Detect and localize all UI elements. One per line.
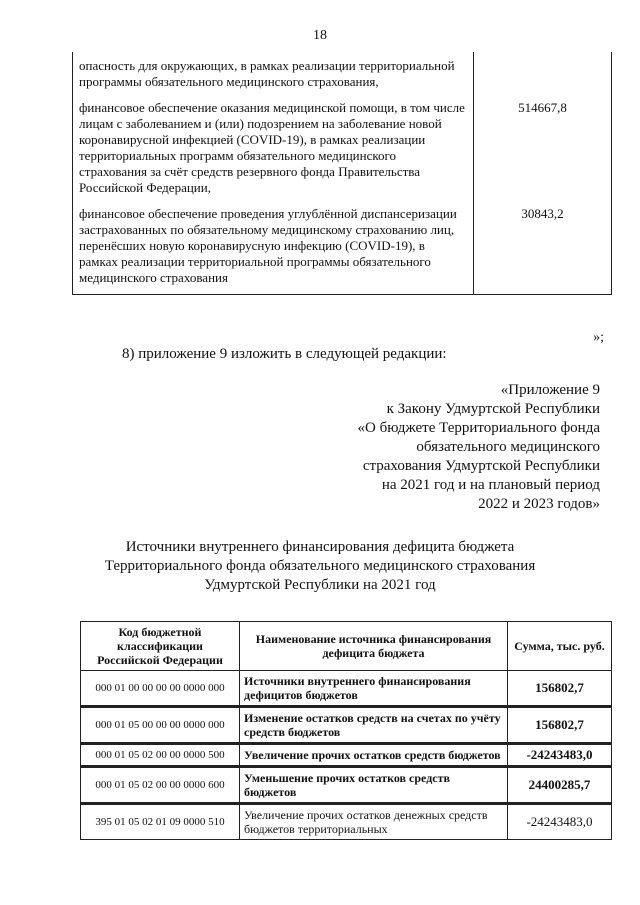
row-code: 000 01 05 00 00 00 0000 000 (81, 707, 240, 744)
row-name: Увеличение прочих остатков средств бюджетов (240, 744, 508, 767)
table-row (81, 804, 612, 840)
row-sum: 24400285,7 (508, 767, 612, 804)
sources-table (80, 621, 612, 840)
continuation-table (72, 52, 612, 295)
row-sum: 156802,7 (508, 671, 612, 707)
row-code: 000 01 05 02 00 00 0000 500 (81, 744, 240, 767)
row-name: Уменьшение прочих остатков средств бюджетов (240, 767, 508, 804)
row-name: Увеличение прочих остатков денежных средств бюджетов территориальных (240, 804, 508, 840)
table-row (81, 744, 612, 767)
row-amount (474, 52, 612, 90)
table-row (81, 767, 612, 804)
header-sum: Сумма, тыс. руб. (508, 622, 612, 671)
closing-quote: »; (593, 330, 604, 345)
appendix-line: обязательного медицинского (416, 439, 600, 455)
amendment-instruction: 8) приложение 9 изложить в следующей редакции: (122, 346, 447, 362)
header-code: Код бюджетной классификации Российской Федерации (81, 622, 240, 671)
appendix-header (358, 381, 600, 514)
title-line: Источники внутреннего финансирования дефицита бюджета (125, 539, 515, 555)
row-code: 395 01 05 02 01 09 0000 510 (81, 804, 240, 840)
table-row (73, 52, 612, 90)
row-sum: 156802,7 (508, 707, 612, 744)
appendix-line: «Приложение 9 (500, 382, 600, 398)
appendix-line: на 2021 год и на плановый период (381, 477, 600, 493)
table-row (73, 196, 612, 295)
appendix-line: 2022 и 2023 годов» (478, 496, 600, 512)
row-sum: -24243483,0 (508, 804, 612, 840)
table-row (73, 90, 612, 196)
row-code: 000 01 00 00 00 00 0000 000 (81, 671, 240, 707)
table-row (81, 671, 612, 707)
row-name: Источники внутреннего финансирования дефицитов бюджетов (240, 671, 508, 707)
table-header-row (81, 622, 612, 671)
row-sum: -24243483,0 (508, 744, 612, 767)
title-line: Территориального фонда обязательного медицинского страхования (104, 558, 536, 574)
title-line: Удмуртской Республики на 2021 год (204, 577, 436, 593)
row-description: опасность для окружающих, в рамках реализации территориальной программы обязательного медицинского страхования, (73, 52, 474, 90)
row-description: финансовое обеспечение оказания медицинской помощи, в том числе лицам с заболеванием и (или) подозрением на заболевание новой коронавирусной инфекцией (COVID-19), в рамках реализации территориальных программ обязательного медицинского страхования за счёт средств резервного фонда Правительства Российской Федерации, (73, 90, 474, 196)
header-name: Наименование источника финансирования дефицита бюджета (240, 622, 508, 671)
row-code: 000 01 05 02 00 00 0000 600 (81, 767, 240, 804)
row-description: финансовое обеспечение проведения углублённой диспансеризации застрахованных по обязательному медицинскому страхованию лиц, перенёсших новую коронавирусную инфекцию (COVID-19), в рамках реализации территориальной программы обязательного медицинского страхования (73, 196, 474, 295)
appendix-line: к Закону Удмуртской Республики (386, 401, 600, 417)
appendix-line: «О бюджете Территориального фонда (357, 420, 600, 436)
row-amount: 514667,8 (474, 90, 612, 196)
row-amount: 30843,2 (474, 196, 612, 295)
page-number: 18 (313, 28, 327, 43)
table-row (81, 707, 612, 744)
appendix-line: страхования Удмуртской Республики (362, 458, 600, 474)
section-title (0, 538, 640, 595)
row-name: Изменение остатков средств на счетах по учёту средств бюджетов (240, 707, 508, 744)
